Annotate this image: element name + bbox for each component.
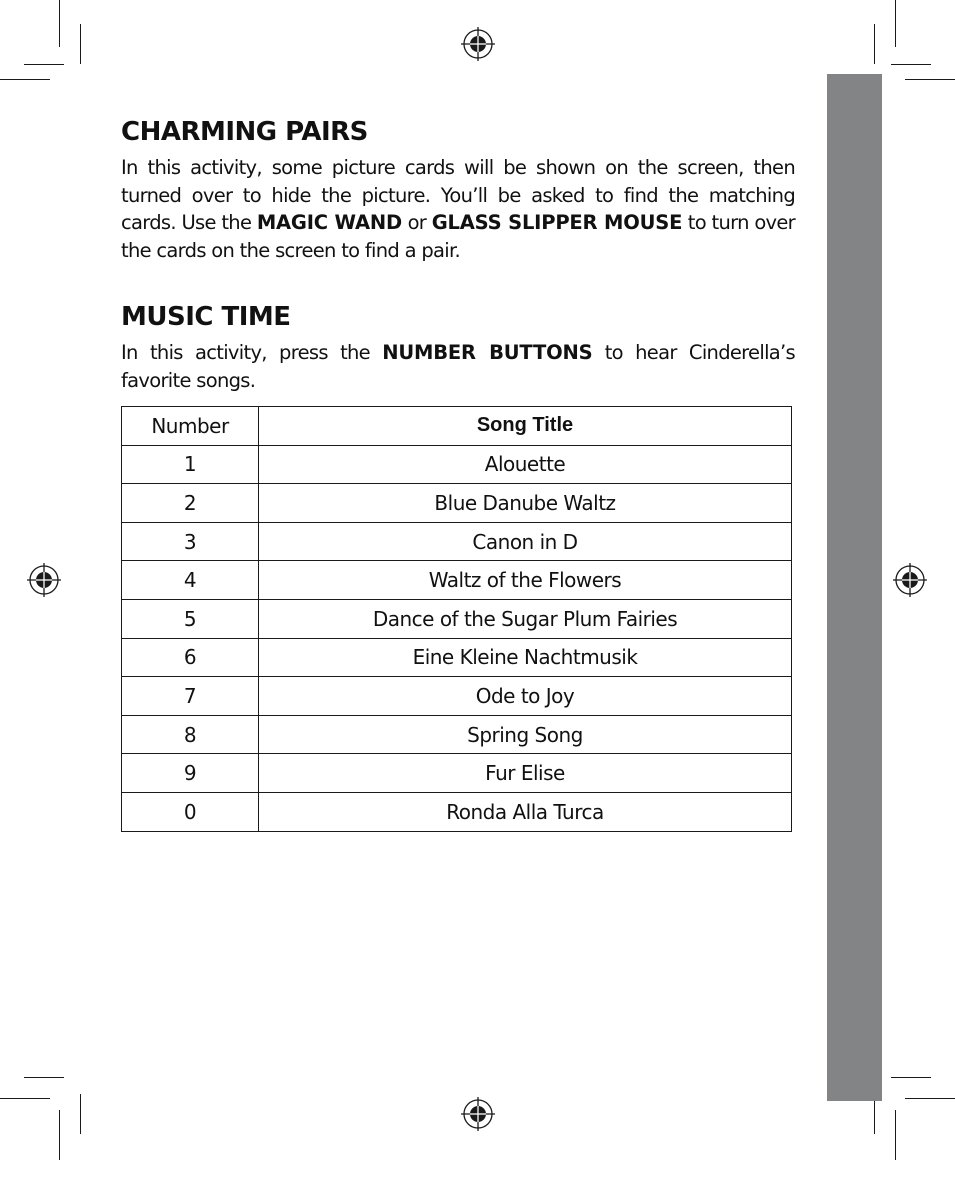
crop-mark [0, 1098, 50, 1099]
song-title-cell: Fur Elise [259, 754, 792, 793]
table-row [122, 792, 792, 831]
glass-slipper-mouse-term: GLASS SLIPPER MOUSE [431, 211, 683, 235]
crop-mark [24, 64, 64, 65]
crop-mark [905, 79, 955, 80]
magic-wand-term: MAGIC WAND [256, 211, 402, 235]
song-title-cell: Blue Danube Waltz [259, 484, 792, 523]
crop-mark [891, 1077, 931, 1078]
charming-pairs-text-2: or [402, 211, 432, 235]
crop-mark [80, 1094, 81, 1134]
registration-mark-icon [27, 563, 61, 597]
charming-pairs-heading: CHARMING PAIRS [121, 117, 368, 147]
crop-mark [59, 1110, 60, 1160]
crop-mark [80, 24, 81, 64]
song-title-column-header: Song Title [259, 407, 792, 446]
number-column-header: Number [122, 407, 259, 446]
music-time-heading: MUSIC TIME [121, 301, 291, 332]
song-title-cell: Ronda Alla Turca [259, 792, 792, 831]
song-number-cell: 0 [122, 792, 259, 831]
song-title-cell: Spring Song [259, 715, 792, 754]
table-row [122, 754, 792, 793]
crop-mark [874, 24, 875, 64]
table-row [122, 484, 792, 523]
song-title-cell: Dance of the Sugar Plum Fairies [259, 599, 792, 638]
song-number-cell: 5 [122, 599, 259, 638]
music-time-text-1: In this activity, press the [121, 340, 383, 364]
song-number-cell: 1 [122, 445, 259, 484]
song-number-cell: 3 [122, 522, 259, 561]
number-buttons-term: NUMBER BUTTONS [382, 340, 593, 364]
table-row [122, 599, 792, 638]
music-time-description [121, 339, 795, 394]
crop-mark [0, 79, 50, 80]
song-table [121, 406, 792, 832]
crop-mark [891, 64, 931, 65]
crop-mark [59, 0, 60, 47]
song-title-cell: Eine Kleine Nachtmusik [259, 638, 792, 677]
song-number-cell: 2 [122, 484, 259, 523]
song-number-cell: 8 [122, 715, 259, 754]
registration-mark-icon [461, 1097, 495, 1131]
song-title-cell: Waltz of the Flowers [259, 561, 792, 600]
music-time-text-2: to hear Cinderella’s favorite songs. [121, 340, 795, 392]
crop-mark [24, 1077, 64, 1078]
table-row [122, 445, 792, 484]
table-row [122, 522, 792, 561]
registration-mark-icon [461, 27, 495, 61]
table-row [122, 715, 792, 754]
table-row [122, 677, 792, 716]
section-side-tab [827, 74, 882, 1101]
table-header-row [122, 407, 792, 446]
song-title-cell: Ode to Joy [259, 677, 792, 716]
song-number-cell: 4 [122, 561, 259, 600]
charming-pairs-text-1: In this activity, some picture cards will be shown on the screen, then turned over to hide the picture. You’ll be asked to find the matching cards. Use the [121, 156, 795, 235]
page-content [121, 110, 795, 394]
registration-mark-icon [893, 563, 927, 597]
song-number-cell: 6 [122, 638, 259, 677]
charming-pairs-description [121, 154, 795, 265]
crop-mark [895, 1110, 896, 1160]
charming-pairs-text-3: to turn over the cards on the screen to find a pair. [121, 211, 795, 263]
table-row [122, 561, 792, 600]
crop-mark [905, 1098, 955, 1099]
crop-mark [895, 0, 896, 47]
song-number-cell: 9 [122, 754, 259, 793]
song-title-cell: Canon in D [259, 522, 792, 561]
song-number-cell: 7 [122, 677, 259, 716]
table-row [122, 638, 792, 677]
song-title-cell: Alouette [259, 445, 792, 484]
